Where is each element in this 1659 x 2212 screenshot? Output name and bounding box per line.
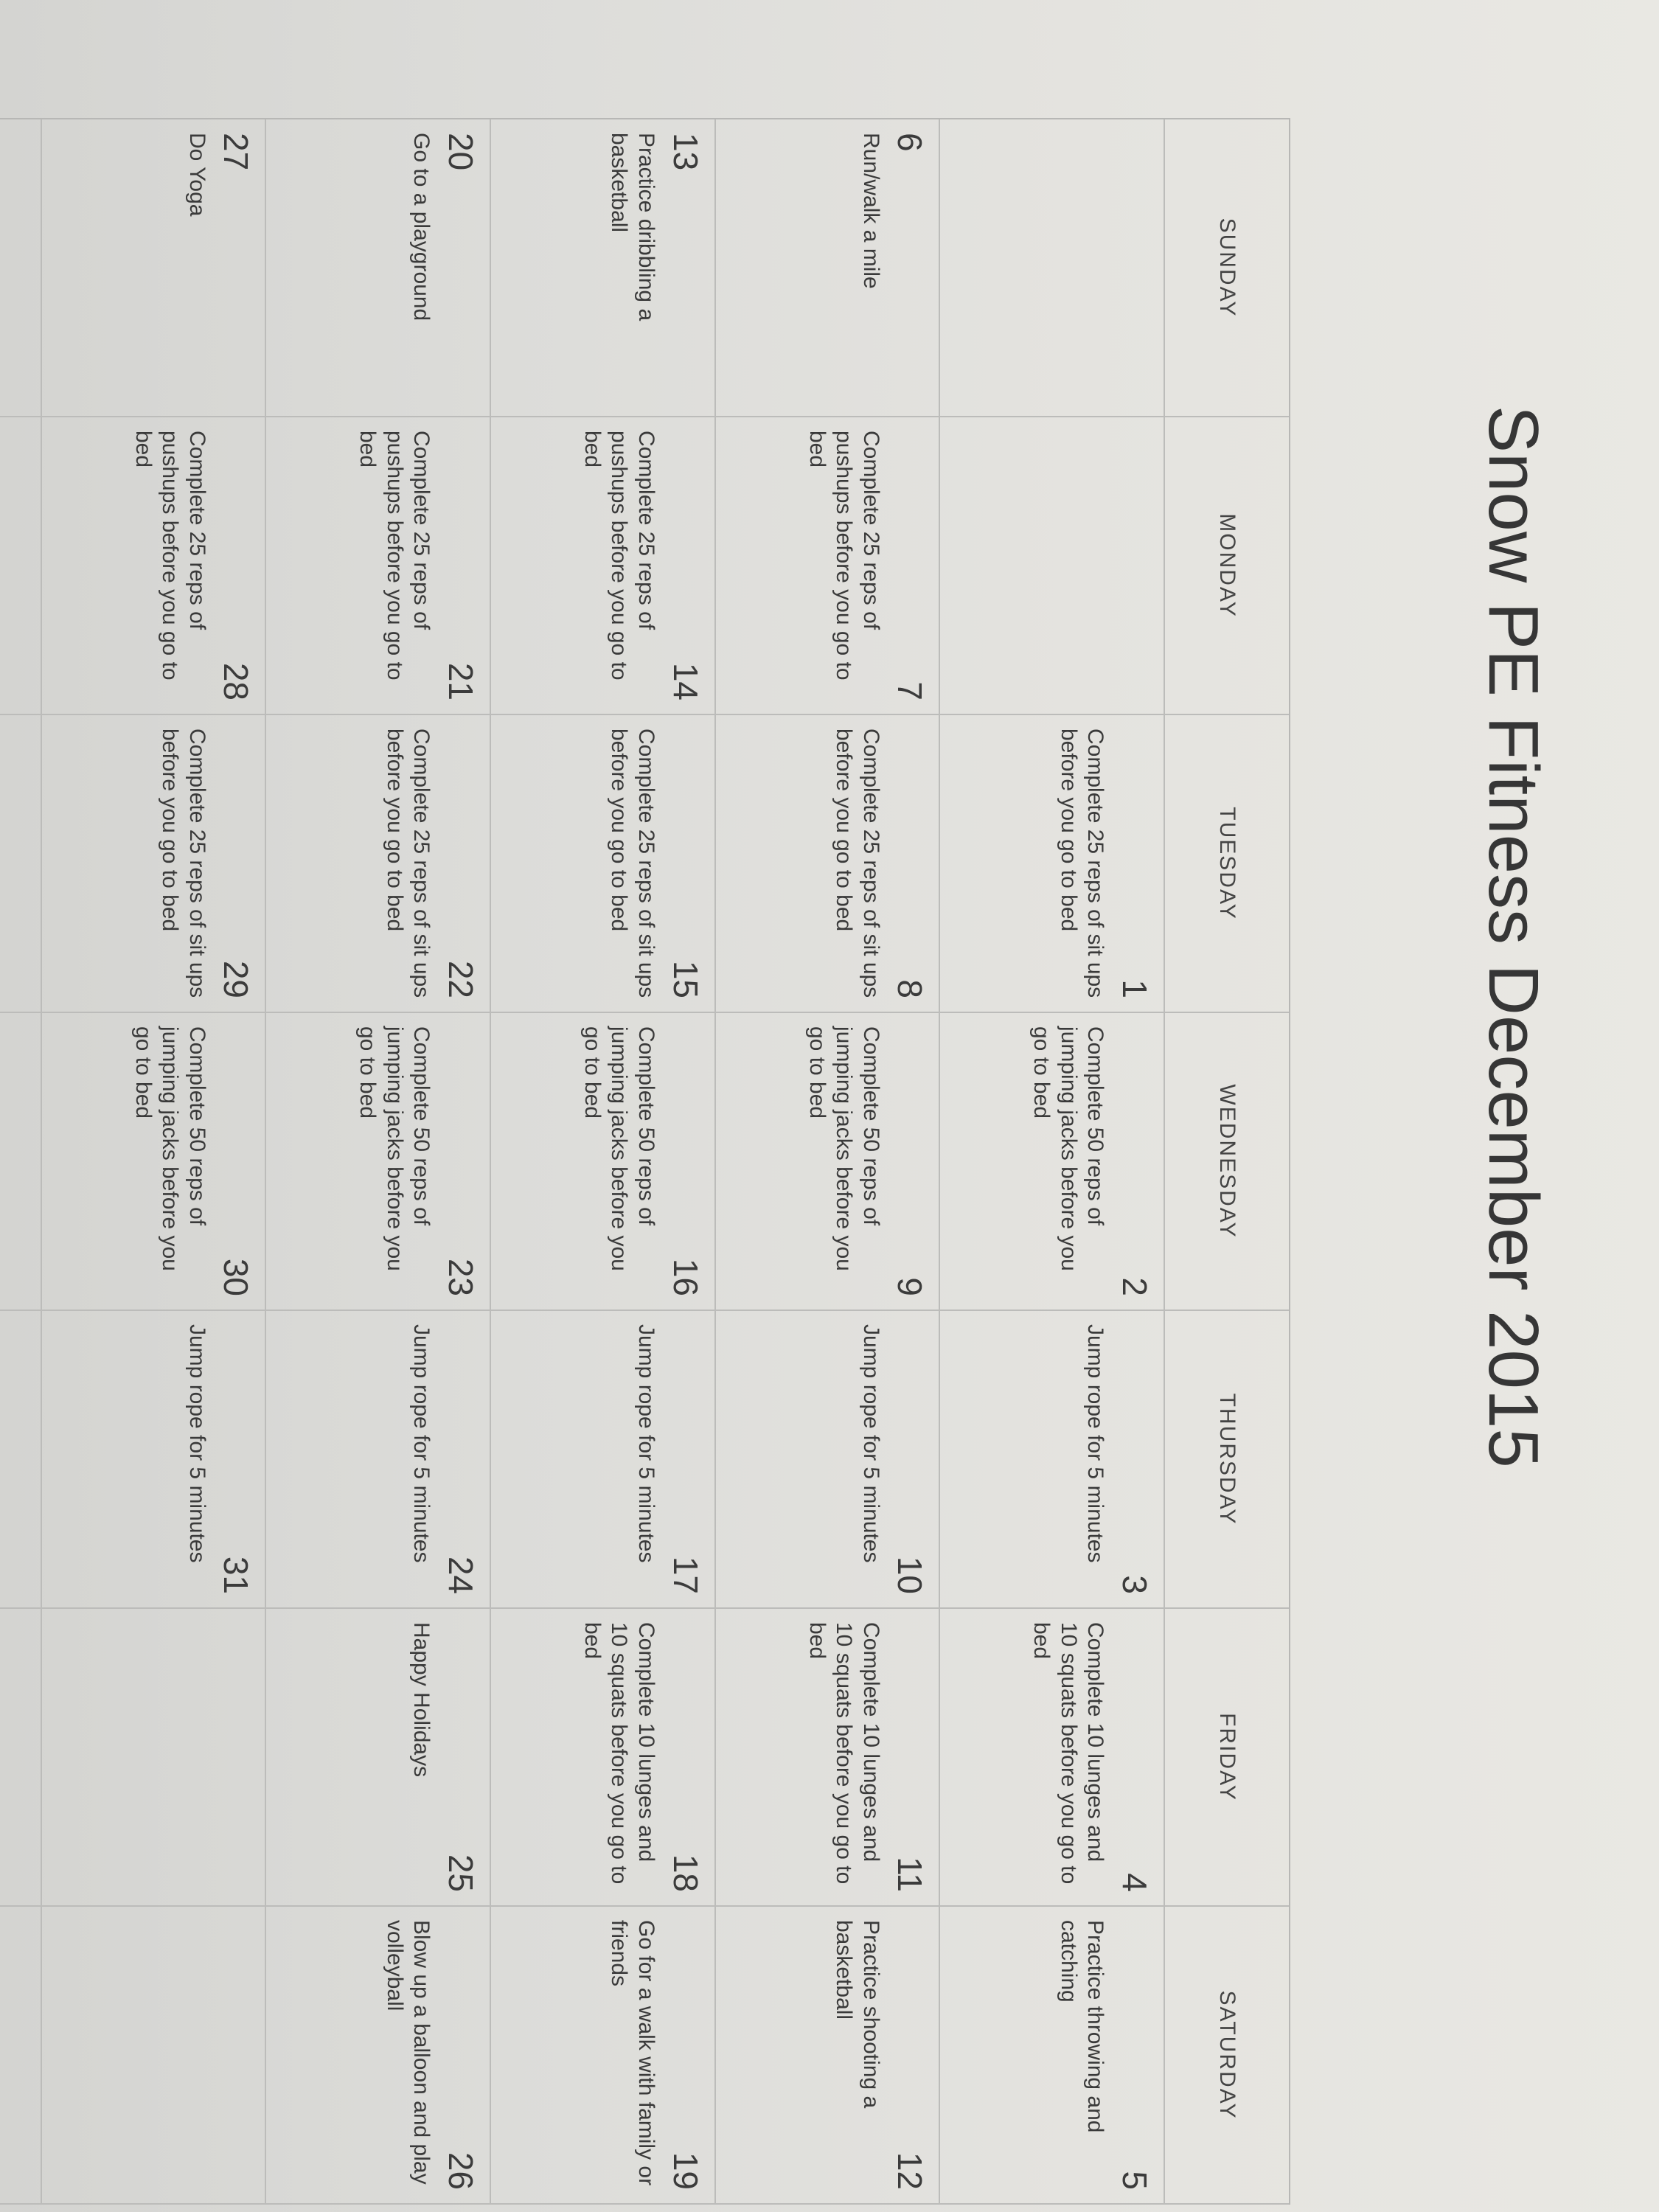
day-cell	[490, 1013, 714, 1311]
day-cell	[0, 1609, 41, 1907]
day-cell	[265, 119, 490, 417]
day-number: 25	[442, 1854, 481, 1892]
day-activity: Practice shooting a basketball	[832, 1920, 883, 2109]
day-cell	[265, 715, 490, 1013]
day-number: 4	[1116, 1873, 1154, 1892]
day-number: 10	[891, 1556, 930, 1594]
day-number: 7	[891, 681, 930, 700]
day-activity: Go for a walk with family or friends	[607, 1920, 659, 2186]
day-number: 5	[1116, 2171, 1154, 2190]
day-number: 18	[666, 1854, 705, 1892]
day-cell	[714, 119, 939, 417]
day-number: 1	[1116, 979, 1154, 998]
day-cell	[41, 1013, 265, 1311]
day-number: 21	[442, 662, 481, 700]
day-number: 17	[666, 1556, 705, 1594]
day-cell	[265, 1013, 490, 1311]
day-activity: Jump rope for 5 minutes	[184, 1324, 209, 1563]
weekday-header-wednesday: WEDNESDAY	[1164, 1013, 1289, 1311]
day-cell	[0, 1907, 41, 2205]
day-cell	[939, 715, 1164, 1013]
day-activity: Complete 10 lunges and 10 squats before you go to bed	[1029, 1622, 1108, 1885]
day-cell	[939, 1609, 1164, 1907]
day-cell	[265, 1609, 490, 1907]
day-number: 27	[217, 133, 256, 171]
day-activity: Complete 25 reps of pushups before you go to bed	[804, 431, 883, 681]
day-number: 3	[1116, 1575, 1154, 1594]
day-activity: Blow up a balloon and play volleyball	[382, 1920, 434, 2185]
day-activity: Practice throwing and catching	[1056, 1920, 1108, 2133]
day-cell	[714, 715, 939, 1013]
day-cell	[0, 715, 41, 1013]
weekday-header-tuesday: TUESDAY	[1164, 715, 1289, 1013]
day-cell	[41, 119, 265, 417]
day-number: 20	[442, 133, 481, 171]
day-cell	[490, 715, 714, 1013]
day-cell	[41, 1907, 265, 2205]
day-number: 16	[666, 1258, 705, 1296]
weekday-header-friday: FRIDAY	[1164, 1609, 1289, 1907]
day-activity: Complete 50 reps of jumping jacks before you go to bed	[1029, 1026, 1108, 1271]
day-cell	[41, 1311, 265, 1609]
day-number: 31	[217, 1556, 256, 1594]
day-number: 11	[891, 1857, 930, 1892]
day-cell	[0, 119, 41, 417]
day-cell	[265, 1311, 490, 1609]
day-number: 19	[666, 2152, 705, 2190]
day-cell	[265, 417, 490, 715]
day-activity: Jump rope for 5 minutes	[409, 1324, 434, 1563]
day-number: 13	[666, 133, 705, 171]
day-number: 30	[217, 1258, 256, 1296]
day-number: 29	[217, 960, 256, 998]
day-activity: Jump rope for 5 minutes	[634, 1324, 659, 1563]
day-cell	[939, 1907, 1164, 2205]
page-title: Snow PE Fitness December 2015	[1474, 406, 1553, 1468]
day-cell	[41, 417, 265, 715]
day-cell	[714, 1013, 939, 1311]
day-activity: Complete 25 reps of pushups before you go to bed	[131, 431, 209, 681]
day-activity: Complete 10 lunges and 10 squats before you go to bed	[580, 1622, 659, 1885]
day-cell	[490, 119, 714, 417]
day-cell	[714, 1907, 939, 2205]
day-activity: Do Yoga	[184, 133, 209, 217]
day-activity: Complete 25 reps of sit ups before you go to bed	[607, 728, 659, 998]
day-activity: Complete 25 reps of sit ups before you go to bed	[158, 728, 209, 998]
day-number: 26	[442, 2152, 481, 2190]
day-activity: Jump rope for 5 minutes	[1083, 1324, 1108, 1563]
calendar-grid	[0, 118, 1290, 2205]
day-number: 23	[442, 1258, 481, 1296]
weekday-header-thursday: THURSDAY	[1164, 1311, 1289, 1609]
weekday-header-saturday: SATURDAY	[1164, 1907, 1289, 2205]
day-number: 14	[666, 662, 705, 700]
day-activity: Complete 10 lunges and 10 squats before you go to bed	[804, 1622, 883, 1885]
day-cell	[0, 1013, 41, 1311]
day-cell	[939, 1311, 1164, 1609]
day-number: 24	[442, 1556, 481, 1594]
day-activity: Go to a playground	[409, 133, 434, 321]
day-number: 9	[891, 1277, 930, 1296]
day-cell	[0, 1311, 41, 1609]
day-cell	[490, 1311, 714, 1609]
day-cell	[714, 1609, 939, 1907]
day-number: 6	[891, 133, 930, 152]
day-cell	[939, 417, 1164, 715]
day-cell	[41, 715, 265, 1013]
day-cell	[714, 1311, 939, 1609]
day-activity: Complete 25 reps of sit ups before you go to bed	[382, 728, 434, 998]
weekday-header-sunday: SUNDAY	[1164, 119, 1289, 417]
day-cell	[490, 1609, 714, 1907]
day-activity: Complete 25 reps of pushups before you go to bed	[580, 431, 659, 681]
day-cell	[490, 417, 714, 715]
day-activity: Complete 50 reps of jumping jacks before you go to bed	[355, 1026, 434, 1271]
day-number: 8	[891, 979, 930, 998]
day-activity: Run/walk a mile	[858, 133, 883, 289]
day-activity: Jump rope for 5 minutes	[858, 1324, 883, 1563]
day-activity: Complete 25 reps of sit ups before you go to bed	[832, 728, 883, 998]
day-cell	[939, 119, 1164, 417]
weekday-header-monday: MONDAY	[1164, 417, 1289, 715]
day-activity: Complete 50 reps of jumping jacks before you go to bed	[804, 1026, 883, 1271]
day-number: 12	[891, 2152, 930, 2190]
day-cell	[714, 417, 939, 715]
day-activity: Practice dribbling a basketball	[607, 133, 659, 321]
day-cell	[0, 417, 41, 715]
day-cell	[265, 1907, 490, 2205]
day-number: 15	[666, 960, 705, 998]
day-activity: Happy Holidays	[409, 1622, 434, 1778]
day-cell	[41, 1609, 265, 1907]
day-activity: Complete 25 reps of pushups before you go to bed	[355, 431, 434, 681]
day-number: 28	[217, 662, 256, 700]
day-number: 2	[1116, 1277, 1154, 1296]
day-activity: Complete 25 reps of sit ups before you go to bed	[1056, 728, 1108, 998]
day-number: 22	[442, 960, 481, 998]
day-cell	[939, 1013, 1164, 1311]
day-activity: Complete 50 reps of jumping jacks before you go to bed	[580, 1026, 659, 1271]
day-activity: Complete 50 reps of jumping jacks before you go to bed	[131, 1026, 209, 1271]
day-cell	[490, 1907, 714, 2205]
